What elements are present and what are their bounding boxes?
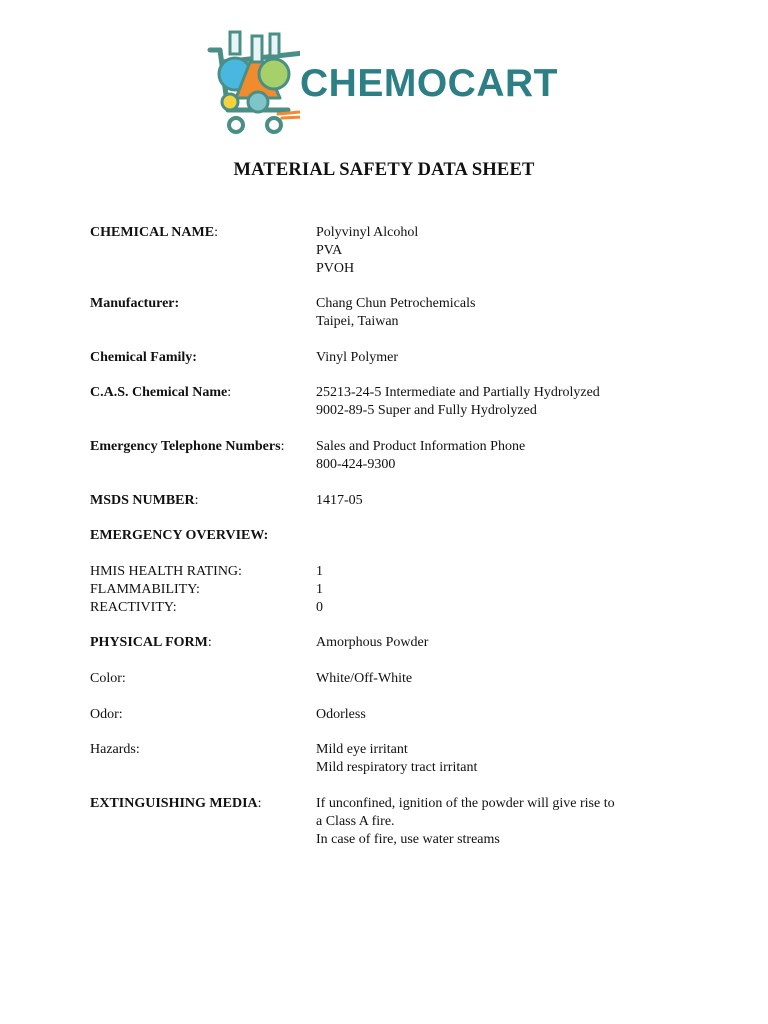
chemocart-logo — [200, 22, 564, 136]
field-label: MSDS NUMBER: — [90, 493, 199, 508]
field-value: Vinyl Polymer — [316, 350, 398, 365]
field-value: Mild eye irritant Mild respiratory tract irritant — [316, 742, 478, 775]
field-label: PHYSICAL FORM: — [90, 635, 212, 650]
field-label: Color: — [90, 671, 126, 686]
rating-values: 1 1 0 — [316, 564, 323, 615]
field-label: C.A.S. Chemical Name: — [90, 385, 232, 400]
field-label: CHEMICAL NAME: — [90, 225, 218, 240]
field-value: Sales and Product Information Phone 800-424-9300 — [316, 439, 526, 472]
field-label: Hazards: — [90, 742, 140, 757]
field-value: Chang Chun Petrochemicals Taipei, Taiwan — [316, 296, 476, 329]
page-title: MATERIAL SAFETY DATA SHEET — [233, 160, 535, 180]
section-heading: EMERGENCY OVERVIEW: — [90, 528, 269, 543]
field-value: 25213-24-5 Intermediate and Partially Hydrolyzed 9002-89-5 Super and Fully Hydrolyzed — [316, 385, 600, 418]
field-label: EXTINGUISHING MEDIA: — [90, 796, 262, 811]
shopping-cart-flask-icon — [200, 22, 300, 136]
logo-text: CHEMOCART — [300, 62, 558, 105]
field-label: Manufacturer: — [90, 296, 180, 311]
rating-labels: HMIS HEALTH RATING: FLAMMABILITY: REACTIVITY: — [90, 564, 242, 615]
field-label: Odor: — [90, 707, 123, 722]
field-value: 1417-05 — [316, 493, 363, 508]
field-value: White/Off-White — [316, 671, 413, 686]
field-value: Amorphous Powder — [316, 635, 429, 650]
field-value: Polyvinyl Alcohol PVA PVOH — [316, 225, 419, 276]
field-label: Emergency Telephone Numbers: — [90, 439, 285, 454]
field-label: Chemical Family: — [90, 350, 197, 365]
field-value: Odorless — [316, 707, 366, 722]
field-value: If unconfined, ignition of the powder will give rise to a Class A fire. In case of fire, use water streams — [316, 796, 615, 847]
